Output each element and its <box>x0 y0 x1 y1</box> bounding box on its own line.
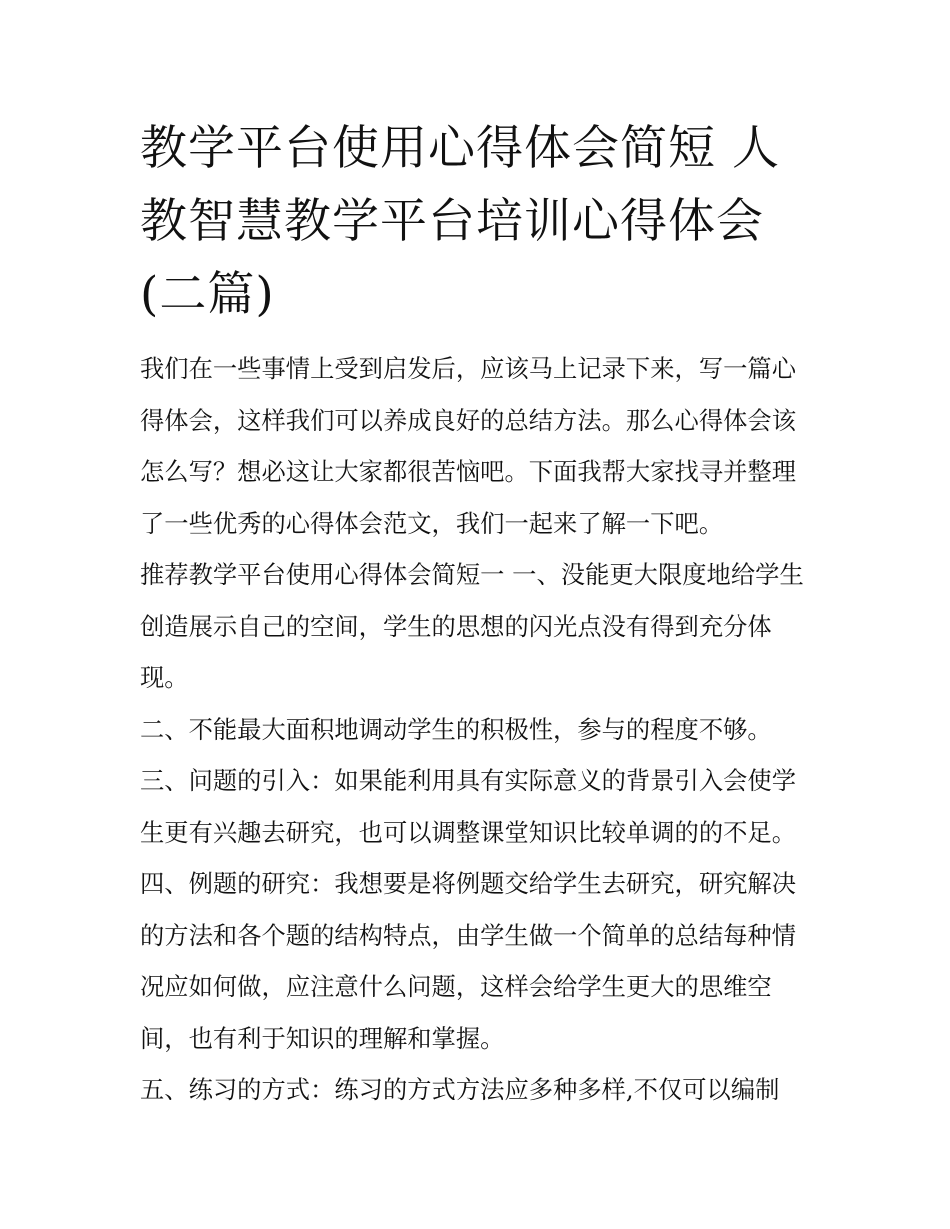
document-title <box>140 112 810 331</box>
point-one-paragraph: 推荐教学平台使用心得体会简短一 一、没能更大限度地给学生创造展示自己的空间，学生的思想的闪光点没有得到充分体现。 <box>140 560 804 692</box>
point-four-paragraph: 四、例题的研究：我想要是将例题交给学生去研究，研究解决的方法和各个题的结构特点，由学生做一个简单的总结每种情况应如何做，应注意什么问题，这样会给学生更大的思维空间，也有利于知识的理解和掌握。 <box>140 869 797 1053</box>
title-line: 教智慧教学平台培训心得体会 <box>140 194 764 249</box>
document-content <box>140 112 810 1116</box>
document-body <box>140 343 810 1116</box>
intro-paragraph: 我们在一些事情上受到启发后，应该马上记录下来，写一篇心得体会，这样我们可以养成良好的总结方法。那么心得体会该怎么写？想必这让大家都很苦恼吧。下面我帮大家找寻并整理了一些优秀的心得体会范文，我们一起来了解一下吧。 <box>140 354 797 538</box>
title-line: (二篇) <box>140 267 275 322</box>
title-line: 教学平台使用心得体会简短 人 <box>140 121 780 176</box>
point-five-paragraph: 五、练习的方式：练习的方式方法应多种多样,不仅可以编制 <box>140 1075 780 1104</box>
point-three-paragraph: 三、问题的引入：如果能利用具有实际意义的背景引入会使学生更有兴趣去研究，也可以调整课堂知识比较单调的的不足。 <box>140 766 797 847</box>
point-two-paragraph: 二、不能最大面积地调动学生的积极性，参与的程度不够。 <box>140 714 772 744</box>
